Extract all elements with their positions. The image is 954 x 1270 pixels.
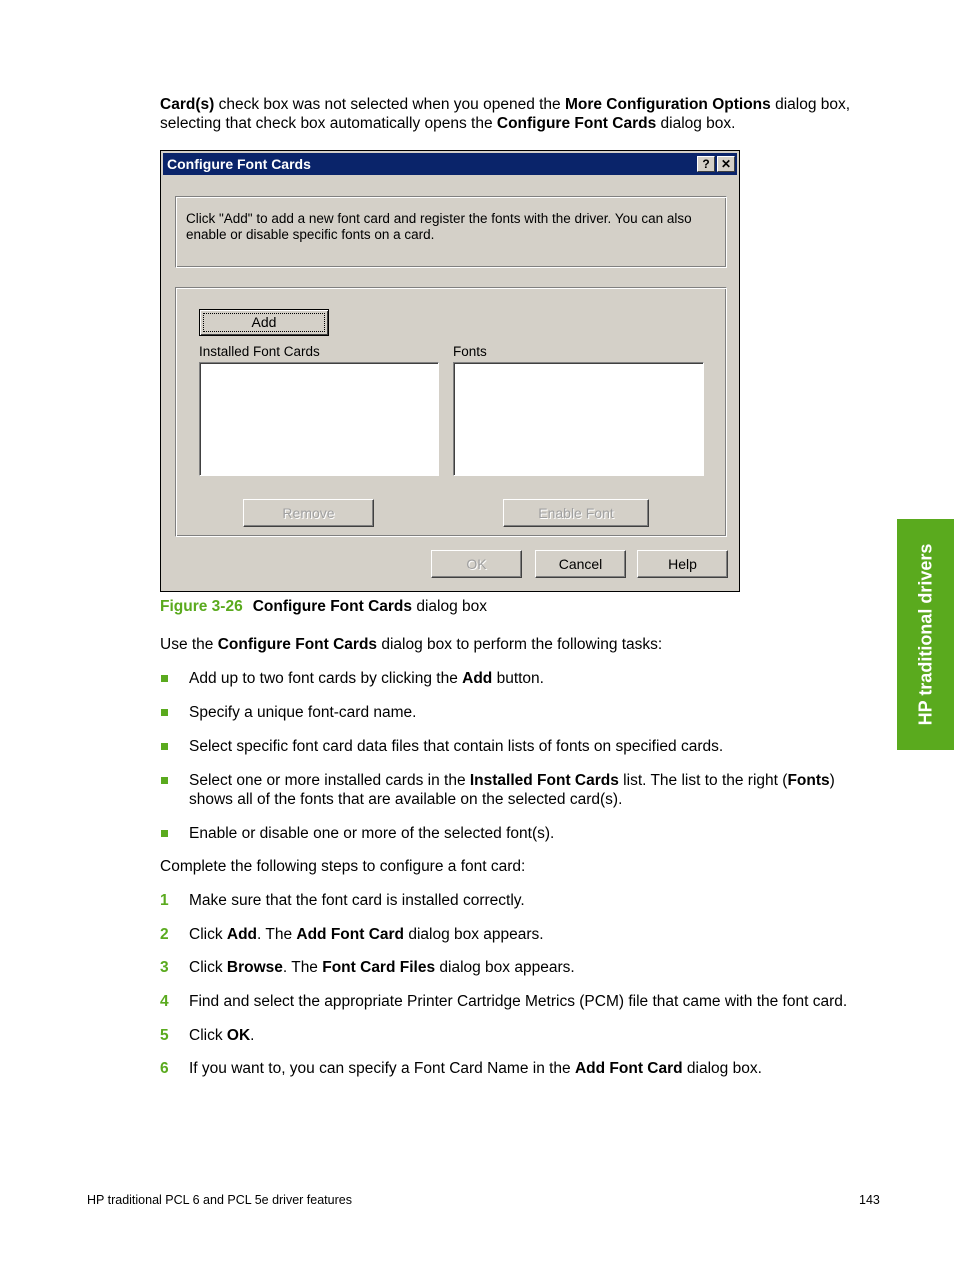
text: Click <box>189 926 227 943</box>
info-group <box>175 196 727 268</box>
bold-text: Add <box>226 926 258 943</box>
chapter-side-tab <box>897 519 954 750</box>
square-bullet-icon <box>161 777 168 784</box>
step-text: Find and select the appropriate Printer Cartridge Metrics (PCM) file that came with the font card. <box>189 993 848 1010</box>
add-button-label: Add <box>251 314 277 330</box>
font-cards-group <box>175 287 727 537</box>
text: dialog box appears. <box>435 959 575 976</box>
intro-text-1: check box was not selected when you opened the <box>214 96 565 113</box>
list-item-text <box>189 669 879 688</box>
text: . The <box>282 959 323 976</box>
remove-button[interactable]: Remove <box>243 499 374 527</box>
square-bullet-icon <box>161 675 168 682</box>
caption-bold: Configure Font Cards <box>252 598 413 615</box>
page-number: 143 <box>859 1193 880 1207</box>
step-number: 2 <box>160 926 169 943</box>
list-item-text: Enable or disable one or more of the selected font(s). <box>189 825 555 842</box>
intro-bold-3: Configure Font Cards <box>496 115 657 132</box>
text: . The <box>257 926 297 943</box>
step-text: Make sure that the font card is installed correctly. <box>189 892 525 909</box>
text: dialog box appears. <box>404 926 544 943</box>
text: . <box>250 1027 255 1044</box>
use-paragraph <box>160 635 880 654</box>
text: list. The list to the right ( <box>618 772 788 789</box>
fonts-label: Fonts <box>453 344 487 359</box>
text: Add up to two font cards by clicking the <box>189 670 463 687</box>
fonts-list[interactable] <box>453 362 704 476</box>
help-question-icon[interactable]: ? <box>697 156 715 172</box>
text: dialog box. <box>682 1060 762 1077</box>
info-text: Click "Add" to add a new font card and register the fonts with the driver. You can also enable or disable specific fonts on a card. <box>186 211 692 242</box>
list-item-text: Specify a unique font-card name. <box>189 704 417 721</box>
help-button[interactable]: Help <box>637 550 728 578</box>
close-icon[interactable]: ✕ <box>717 156 735 172</box>
step-number: 4 <box>160 993 169 1010</box>
dialog-title: Configure Font Cards <box>167 156 311 172</box>
steps-intro: Complete the following steps to configure a font card: <box>160 858 526 875</box>
step-text <box>189 1026 889 1045</box>
bold-text: Browse <box>226 959 283 976</box>
step-text <box>189 1059 889 1078</box>
use-text-1: Use the <box>160 636 218 653</box>
figure-caption <box>160 597 487 616</box>
use-bold-1: Configure Font Cards <box>217 636 378 653</box>
dialog-title-bar <box>163 153 737 175</box>
chapter-side-tab-label: HP traditional drivers <box>915 543 936 726</box>
caption-text: dialog box <box>412 598 487 615</box>
text: ) shows all of the fonts that are available on the selected card(s). <box>189 772 835 808</box>
bold-text: Fonts <box>787 772 830 789</box>
text: button. <box>492 670 544 687</box>
text: Click <box>189 959 227 976</box>
bold-text: Font Card Files <box>322 959 436 976</box>
square-bullet-icon <box>161 709 168 716</box>
square-bullet-icon <box>161 743 168 750</box>
step-number: 3 <box>160 959 169 976</box>
cancel-button[interactable]: Cancel <box>535 550 626 578</box>
add-button[interactable] <box>199 309 329 336</box>
step-number: 1 <box>160 892 169 909</box>
bold-text: Add <box>462 670 493 687</box>
intro-text-2: dialog box, selecting that check box automatically opens the <box>160 96 851 132</box>
step-number: 5 <box>160 1027 169 1044</box>
step-text <box>189 958 889 977</box>
focus-ring <box>203 313 325 332</box>
bold-text: OK <box>226 1027 251 1044</box>
figure-number: Figure 3-26 <box>160 598 243 615</box>
ok-button[interactable]: OK <box>431 550 522 578</box>
enable-font-button[interactable]: Enable Font <box>503 499 649 527</box>
intro-bold-1: Card(s) <box>160 96 215 113</box>
bold-text: Add Font Card <box>574 1060 683 1077</box>
use-text-2: dialog box to perform the following tasks: <box>377 636 663 653</box>
text: If you want to, you can specify a Font Card Name in the <box>189 1060 575 1077</box>
intro-text-3: dialog box. <box>656 115 736 132</box>
intro-paragraph <box>160 95 880 133</box>
list-item-text <box>189 771 879 809</box>
text: Select one or more installed cards in the <box>189 772 470 789</box>
intro-bold-2: More Configuration Options <box>564 96 771 113</box>
step-text <box>189 925 889 944</box>
bold-text: Add Font Card <box>296 926 405 943</box>
installed-font-cards-list[interactable] <box>199 362 439 476</box>
installed-font-cards-label: Installed Font Cards <box>199 344 320 359</box>
text: Click <box>189 1027 227 1044</box>
footer-title: HP traditional PCL 6 and PCL 5e driver features <box>87 1193 352 1207</box>
square-bullet-icon <box>161 830 168 837</box>
bold-text: Installed Font Cards <box>469 772 619 789</box>
step-number: 6 <box>160 1060 169 1077</box>
configure-font-cards-dialog <box>160 150 740 592</box>
list-item-text: Select specific font card data files that contain lists of fonts on specified cards. <box>189 738 724 755</box>
